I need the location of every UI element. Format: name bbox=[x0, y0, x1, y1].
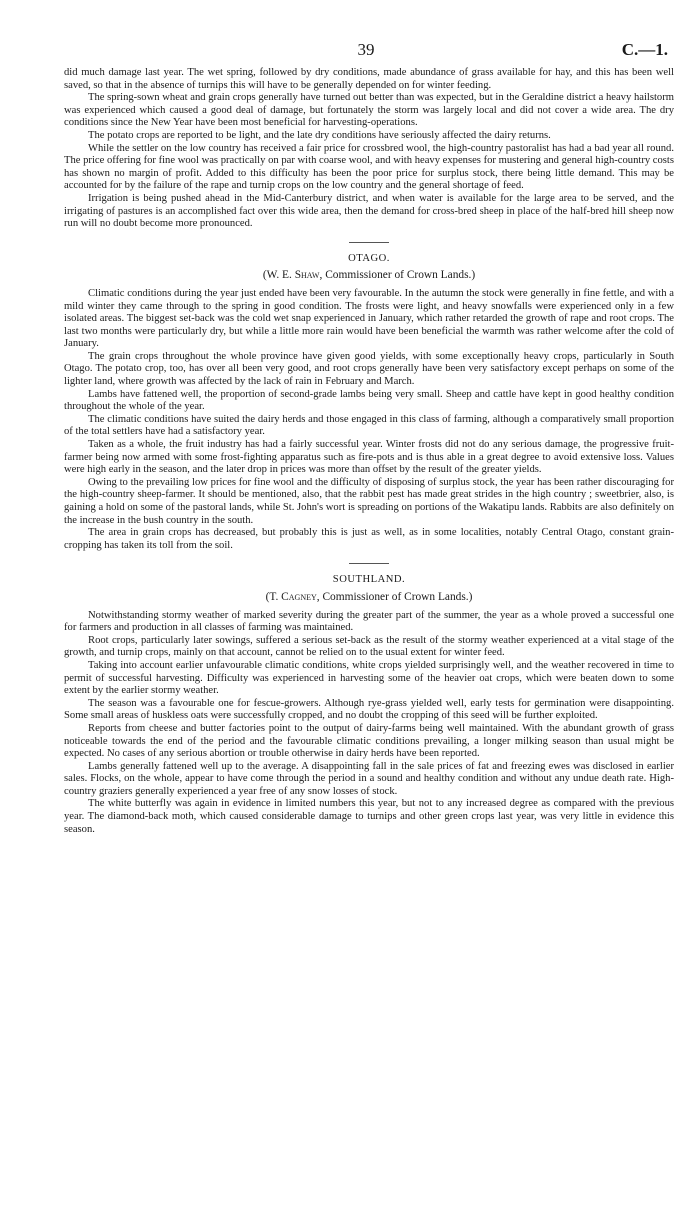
paragraph: The white butterfly was again in evidence in limited numbers this year, but not to any increased degree as compared with the previous year. The diamond-back moth, which caused considerable damage to turnips and other green crops last year, was very little in evidence this season. bbox=[64, 798, 674, 835]
paragraph: Notwithstanding stormy weather of marked severity during the greater part of the summer, the year as a whole proved a successful one for farmers and production in all classes of farming was maintained. bbox=[64, 609, 674, 634]
paragraph: Lambs have fattened well, the proportion of second-grade lambs being very small. Sheep and cattle have kept in good healthy condition throughout the whole of the year. bbox=[64, 388, 674, 413]
paragraph: Taken as a whole, the fruit industry has had a fairly successful year. Winter frosts did not do any serious damage, the progressive fruit-farmer being now armed with some frost-fighting apparatus such as fire-pots and is thus able in a great degree to avoid extensive loss. Values were high early in the season, and the later drop in prices was more than offset by the result of the greater yields. bbox=[64, 439, 674, 476]
page-content bbox=[64, 67, 674, 836]
paragraph: While the settler on the low country has received a fair price for crossbred wool, the high-country pastoralist has had a bad year all round. The price offering for fine wool was practically on par with coarse wool, and with heavy expenses for mustering and general high-country costs has shown no margin of profit. Added to this difficulty has been the poor price for surplus stock, there being little demand. This may be accounted for by the failure of the rape and turnip crops on the low country and the general shortage of feed. bbox=[64, 142, 674, 192]
paragraph: The spring-sown wheat and grain crops generally have turned out better than was expected, but in the Geraldine district a heavy hailstorm was experienced which caused a good deal of damage, but fortunately the storm was largely local and did not cover a wide area. The dry conditions since the New Year have been most beneficial for harvesting-operations. bbox=[64, 92, 674, 129]
commissioner-line-otago: (W. E. Shaw, Commissioner of Crown Lands.) bbox=[262, 269, 476, 282]
southland-section bbox=[64, 574, 674, 836]
otago-section bbox=[64, 253, 674, 553]
page-header bbox=[64, 40, 668, 64]
page-number: 39 bbox=[357, 40, 375, 59]
commissioner-name: Shaw bbox=[294, 269, 320, 282]
paragraph: The season was a favourable one for fescue-growers. Although rye-grass yielded well, early tests for germination were disappointing. Some small areas of huskless oats were successfully cropped, and no doubt the cropping of this seed will be further exploited. bbox=[64, 697, 674, 722]
paragraph: The grain crops throughout the whole province have given good yields, with some exceptionally heavy crops, particularly in South Otago. The potato crop, too, has over all been very good, and root crops generally have been very satisfactory except perhaps on some of the lighter land, where growth was affected by the lack of rain in February and March. bbox=[64, 350, 674, 388]
paragraph: Lambs generally fattened well up to the average. A disappointing fall in the sale prices of fat and freezing ewes was disclosed in earlier sales. Flocks, on the whole, appear to have come through the period in a sound and healthy condition and without any undue death rate. High-country graziers generally experienced a year free of any snow losses of stock. bbox=[64, 760, 674, 797]
paragraph: Root crops, particularly later sowings, suffered a serious set-back as the result of the stormy weather experienced at a vital stage of the growth, and turnip crops, mainly on that account, cannot be relied on to the usual extent for winter feed. bbox=[64, 634, 674, 659]
paragraph: Irrigation is being pushed ahead in the Mid-Canterbury district, and when water is available for the large area to be served, and the irrigating of pastures is an accomplished fact over this wide area, then the demand for cross-bred sheep in place of the half-bred hill sheep now run will no doubt become more pronounced. bbox=[64, 192, 674, 230]
paragraph: did much damage last year. The wet spring, followed by dry conditions, made abundance of grass available for hay, and this has been well saved, so that in the absence of turnips this will have to be generally depended on for winter feeding. bbox=[64, 67, 674, 91]
document-code: C.—1. bbox=[621, 40, 668, 59]
paragraph: The climatic conditions have suited the dairy herds and those engaged in this class of farming, although a comparatively small proportion of the total settlers have had a satisfactory year. bbox=[64, 413, 674, 438]
section-divider bbox=[349, 242, 389, 243]
canterbury-section bbox=[64, 67, 674, 231]
section-heading-southland: SOUTHLAND. bbox=[332, 574, 406, 586]
paragraph: The area in grain crops has decreased, but probably this is just as well, as in some localities, notably Central Otago, constant grain-cropping has taken its toll from the soil. bbox=[64, 527, 674, 551]
paragraph: Owing to the prevailing low prices for fine wool and the difficulty of disposing of surplus stock, the year has been rather discouraging for the high-country sheep-farmer. It should be mentioned, also, that the rabbit pest has made great strides in the high country ; sweetbrier, also, is gaining a hold on some of the pastoral lands, while St. John's wort is spreading on portions of the Wakatipu lands. Rabbits are also definitely on the increase in the bush country in the south. bbox=[64, 476, 674, 526]
paragraph: Reports from cheese and butter factories point to the output of dairy-farms being well maintained. With the abundant growth of grass noticeable towards the end of the period and the favourable climatic conditions prevailing, a longer milking season than usual might be expected. No cases of any serious abortion or trouble otherwise in dairy herds have been reported. bbox=[64, 722, 674, 760]
commissioner-name: Cagney bbox=[281, 590, 317, 603]
paragraph: Climatic conditions during the year just ended have been very favourable. In the autumn the stock were generally in fine fettle, and with a mild winter they came through to the spring in good condition. The frosts were light, and heavy snowfalls were experienced only in a few isolated areas. The biggest set-back was the cold wet snap experienced in January, which rather retarded the growth of rape and root crops. The last two months were particularly dry, but while a little more rain would have been beneficial the warmth was rather welcome after the cold of January. bbox=[64, 287, 674, 350]
paragraph: Taking into account earlier unfavourable climatic conditions, white crops yielded surprisingly well, and the weather recovered in time to permit of successful harvesting. Difficulty was experienced in harvesting some of the heavier oat crops, which were beaten down to some extent by the earlier stormy weather. bbox=[64, 659, 674, 697]
section-divider bbox=[349, 563, 389, 564]
section-heading-otago: OTAGO. bbox=[348, 252, 390, 264]
commissioner-line-southland: (T. Cagney, Commissioner of Crown Lands.) bbox=[265, 590, 473, 603]
paragraph: The potato crops are reported to be light, and the late dry conditions have seriously affected the dairy returns. bbox=[88, 129, 551, 141]
